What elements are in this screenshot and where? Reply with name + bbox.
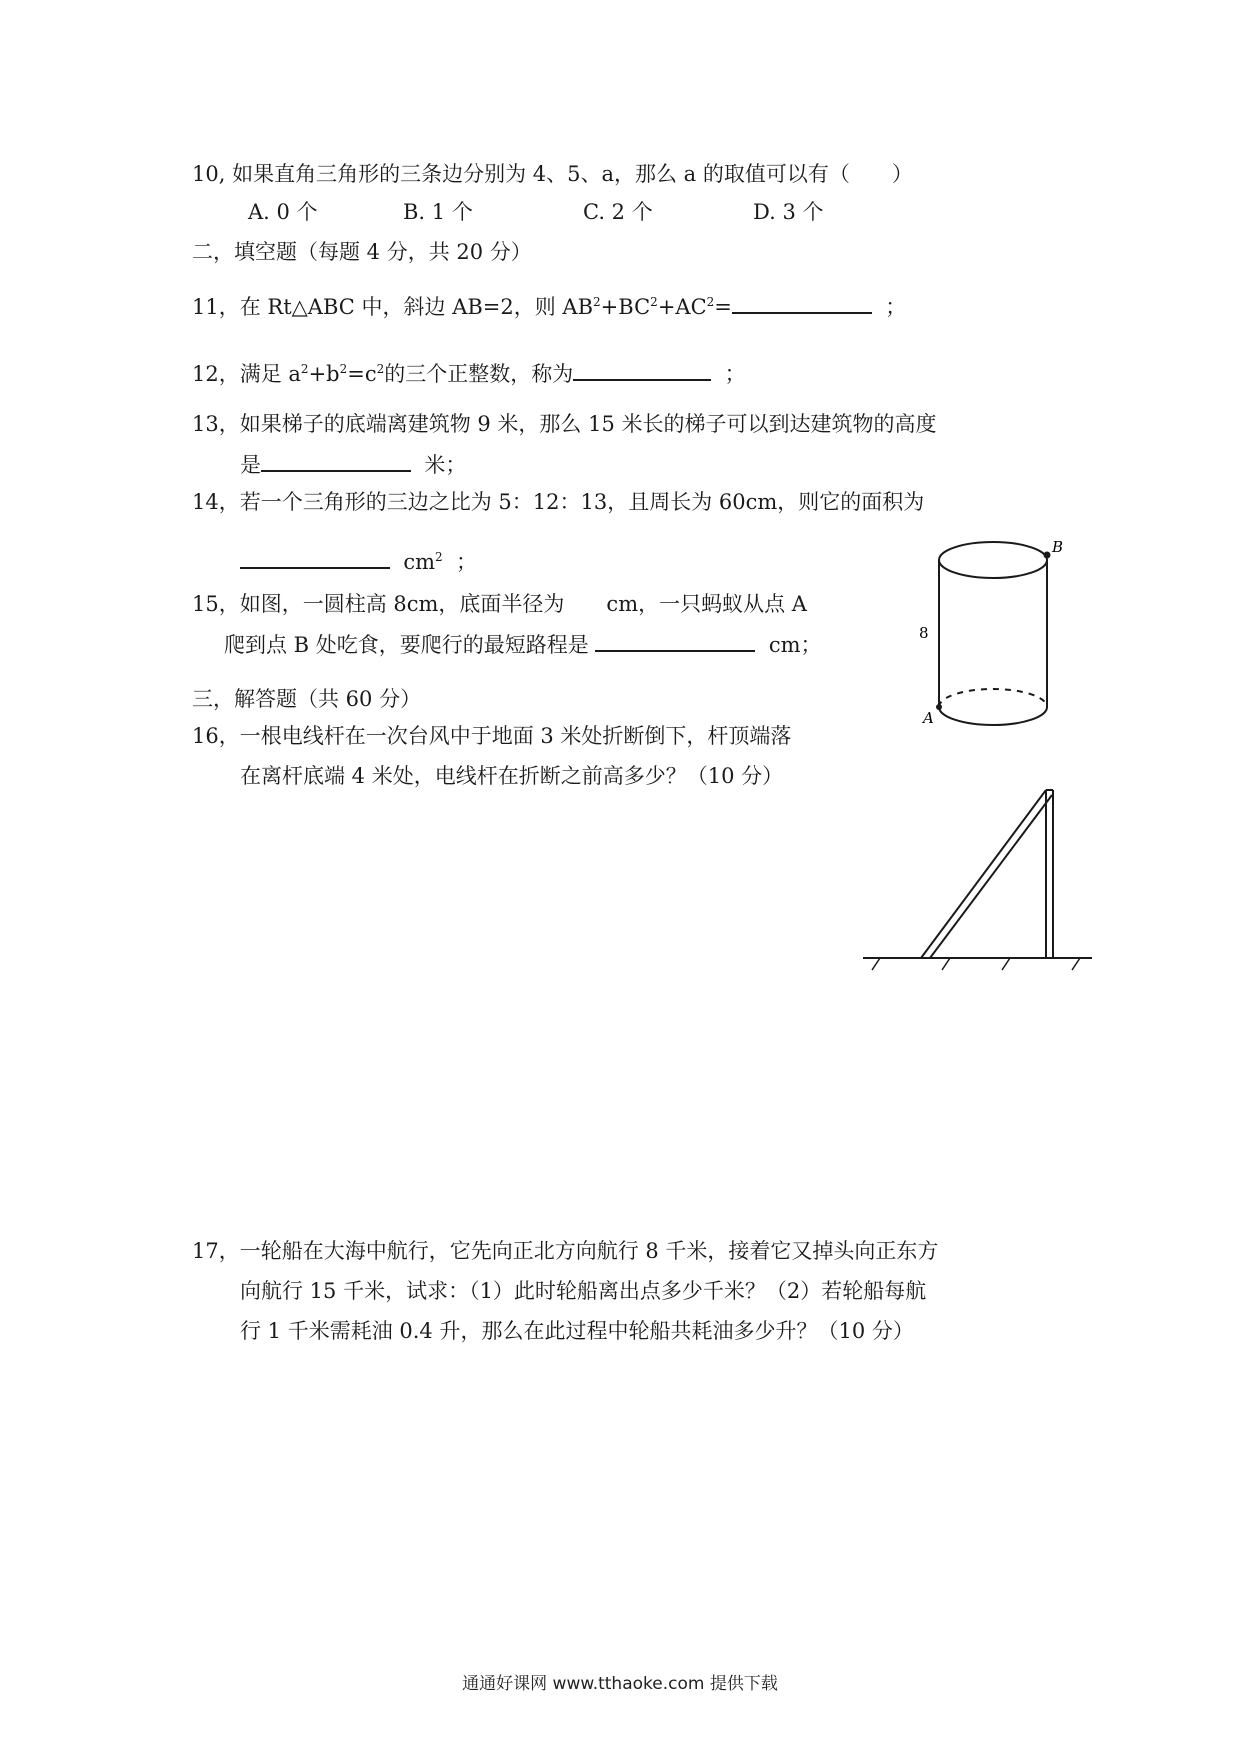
q12-suffix: ； [724, 362, 746, 386]
option-d: D. 3 个 [753, 200, 824, 224]
section-3-heading: 三，解答题（共 60 分） [192, 687, 422, 711]
q14-exp: 2 [435, 550, 443, 564]
q11-mid1: +BC [600, 295, 651, 319]
fallen-part-edge-1 [921, 790, 1046, 958]
question-17-line-1: 17，一轮船在大海中航行，它先向正北方向航行 8 千米，接着它又掉头向正东方 [192, 1239, 939, 1263]
answer-blank-12[interactable] [573, 357, 711, 381]
q12-prefix: 12，满足 a [192, 362, 301, 386]
answer-blank-11[interactable] [732, 290, 872, 314]
option-b: B. 1 个 [403, 200, 473, 224]
question-12 [192, 357, 746, 388]
question-17-line-3: 行 1 千米需耗油 0.4 升，那么在此过程中轮船共耗油多少升？（10 分） [240, 1319, 914, 1343]
q11-exp-2: 2 [650, 295, 658, 309]
fallen-part-edge-2 [930, 795, 1052, 958]
q13-suffix: 米； [424, 453, 467, 477]
label-a: A [923, 709, 934, 727]
question-16-line-2: 在离杆底端 4 米处，电线杆在折断之前高多少？（10 分） [240, 764, 784, 788]
question-16-line-1: 16，一根电线杆在一次台风中于地面 3 米处折断倒下，杆顶端落 [192, 724, 792, 748]
q11-eq: = [714, 295, 732, 319]
page-footer: 通通好课网 www.tthaoke.com 提供下载 [462, 1674, 778, 1694]
point-b-marker [1044, 552, 1051, 559]
q14-suffix: ； [456, 550, 478, 574]
q12-exp-c: 2 [376, 362, 385, 376]
question-13-line-2 [240, 448, 466, 479]
q14-unit: cm [403, 550, 436, 574]
question-15-line-2 [224, 628, 822, 659]
q15-suffix: cm； [768, 633, 822, 657]
answer-blank-15[interactable] [595, 628, 755, 652]
q12-exp-b: 2 [339, 362, 348, 376]
option-c: C. 2 个 [583, 200, 653, 224]
q15-prefix: 爬到点 B 处吃食，要爬行的最短路程是 [224, 633, 589, 657]
q12-c: =c [347, 362, 377, 386]
q11-mid2: +AC [657, 295, 707, 319]
section-2-heading: 二，填空题（每题 4 分，共 20 分） [192, 240, 532, 264]
ground-hatch [942, 958, 950, 970]
ground-hatch [1072, 958, 1080, 970]
q12-b: +b [308, 362, 340, 386]
q11-prefix: 11，在 Rt△ABC 中，斜边 AB=2，则 AB [192, 295, 594, 319]
q13-prefix: 是 [240, 453, 261, 477]
cylinder-bottom-front [939, 707, 1047, 725]
cylinder-figure [905, 535, 1070, 735]
q11-exp-1: 2 [593, 295, 601, 309]
cylinder-bottom-back [939, 689, 1047, 707]
point-a-marker [936, 704, 942, 710]
q11-suffix: ； [885, 295, 907, 319]
answer-blank-13[interactable] [261, 448, 411, 472]
q12-exp-a: 2 [300, 362, 309, 376]
answer-blank-14[interactable] [240, 545, 390, 569]
q11-exp-3: 2 [706, 295, 715, 309]
label-height: 8 [919, 624, 929, 642]
cylinder-top-ellipse [939, 542, 1047, 578]
question-13-line-1: 13，如果梯子的底端离建筑物 9 米，那么 15 米长的梯子可以到达建筑物的高度 [192, 412, 937, 436]
question-14-line-1: 14，若一个三角形的三边之比为 5：12：13，且周长为 60cm，则它的面积为 [192, 490, 925, 514]
ground-hatch [872, 958, 880, 970]
broken-pole-figure [860, 780, 1100, 980]
question-10-text: 10, 如果直角三角形的三条边分别为 4、5、a，那么 a 的取值可以有（ ） [192, 162, 913, 186]
question-17-line-2: 向航行 15 千米，试求：（1）此时轮船离出点多少千米？（2）若轮船每航 [240, 1279, 927, 1303]
label-b: B [1052, 538, 1064, 556]
question-10 [192, 160, 913, 188]
ground-hatch [1002, 958, 1010, 970]
question-14-line-2 [240, 545, 477, 576]
question-10-options [248, 198, 823, 226]
question-11 [192, 290, 906, 321]
q12-rest: 的三个正整数，称为 [384, 362, 574, 386]
option-a: A. 0 个 [248, 200, 318, 224]
question-15-line-1: 15，如图，一圆柱高 8cm，底面半径为 cm，一只蚂蚁从点 A [192, 592, 807, 616]
